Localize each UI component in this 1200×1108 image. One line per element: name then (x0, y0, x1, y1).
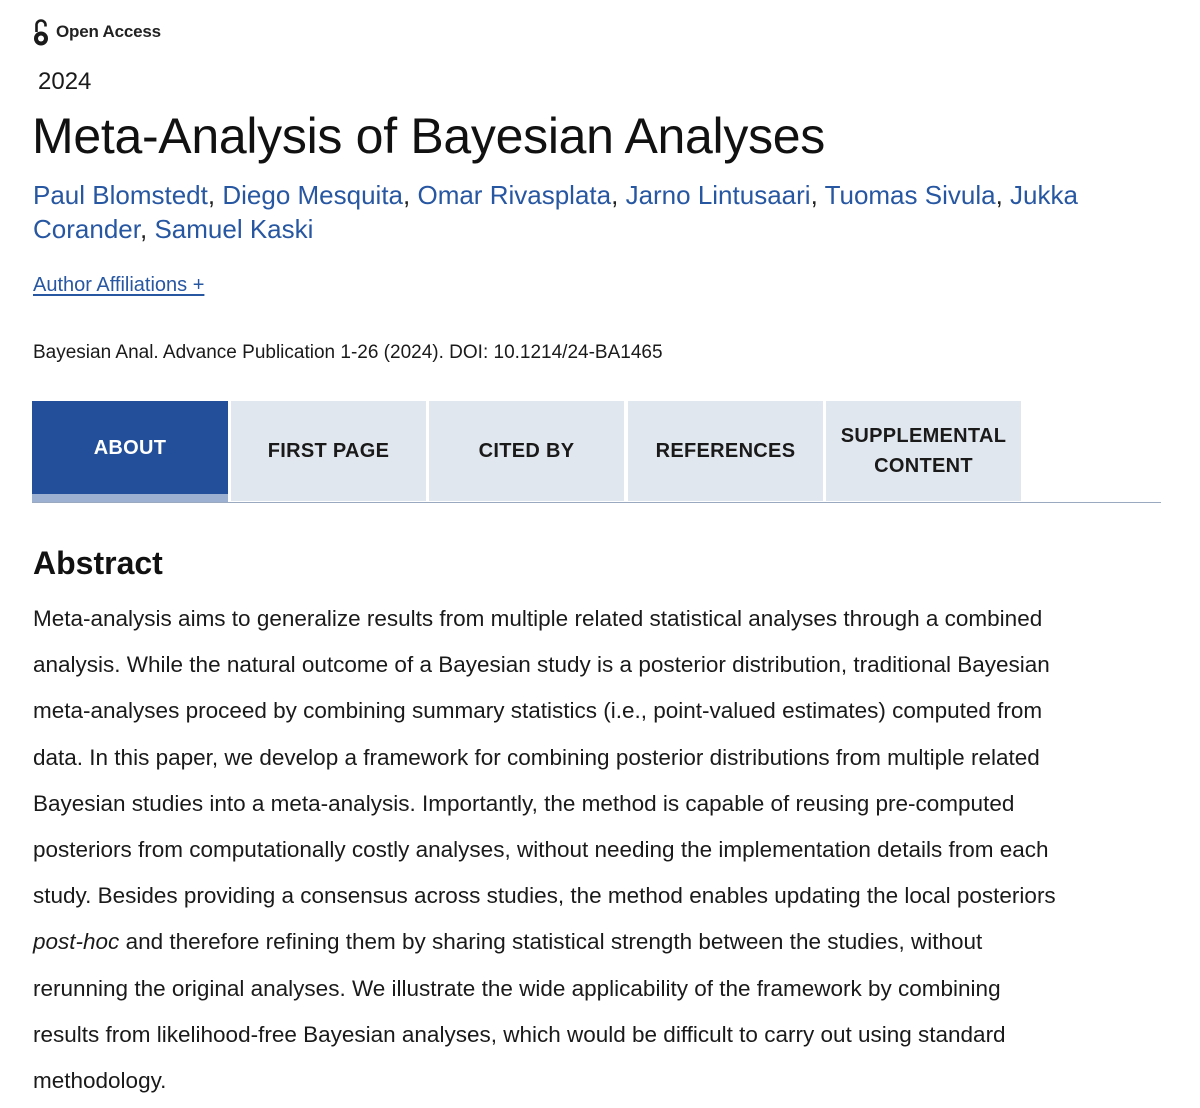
author-separator: , (611, 180, 619, 210)
abstract-line: data. In this paper, we develop a framework for combining posterior distributions from multiple related (33, 744, 1040, 770)
author-separator: , (403, 180, 411, 210)
post-hoc-emphasis: post-hoc (33, 929, 120, 955)
author-link[interactable]: Diego Mesquita (222, 180, 403, 210)
citation-line: Bayesian Anal. Advance Publication 1-26 (2024). DOI: 10.1214/24-BA1465 (33, 342, 663, 363)
tab-references[interactable]: REFERENCES (628, 401, 823, 501)
tab-about[interactable]: ABOUT (32, 401, 228, 494)
author-separator: , (139, 214, 148, 244)
abstract-heading: Abstract (33, 545, 163, 581)
abstract-line: posteriors from computationally costly analyses, without needing the implementation details from each (33, 837, 1049, 863)
author-separator: , (995, 180, 1003, 210)
abstract-text (33, 596, 1168, 1104)
article-title: Meta-Analysis of Bayesian Analyses (32, 108, 825, 164)
author-link[interactable]: Jukka Corander (33, 180, 1078, 244)
author-link[interactable]: Samuel Kaski (154, 214, 314, 244)
abstract-line (33, 919, 1168, 965)
author-separator: , (810, 180, 818, 210)
author-link[interactable]: Tuomas Sivula (824, 180, 996, 210)
abstract-line: results from likelihood-free Bayesian analyses, which would be difficult to carry out using standard (33, 1021, 1006, 1047)
tab-supplemental-content[interactable]: SUPPLEMENTAL CONTENT (826, 401, 1021, 501)
abstract-line: Bayesian studies into a meta-analysis. Importantly, the method is capable of reusing pre-computed (33, 790, 1015, 816)
abstract-line: methodology. (33, 1068, 167, 1094)
author-list (33, 178, 1183, 246)
open-access-label: Open Access (56, 22, 161, 41)
abstract-line: analysis. While the natural outcome of a Bayesian study is a posterior distribution, traditional Bayesian (33, 652, 1050, 678)
author-affiliations-link[interactable]: Author Affiliations + (33, 274, 205, 296)
author-separator: , (207, 180, 216, 210)
abstract-line: Meta-analysis aims to generalize results from multiple related statistical analyses through a combined (33, 606, 1043, 631)
author-link[interactable]: Jarno Lintusaari (625, 180, 811, 210)
abstract-line: study. Besides providing a consensus across studies, the method enables updating the local posteriors (33, 883, 1056, 909)
abstract-line-rest: and therefore refining them by sharing statistical strength between the studies, without (119, 929, 983, 955)
author-link[interactable]: Paul Blomstedt (33, 180, 208, 210)
tab-first-page[interactable]: FIRST PAGE (231, 401, 426, 501)
abstract-line: meta-analyses proceed by combining summary statistics (i.e., point-valued estimates) computed from (33, 698, 1043, 724)
abstract-line: rerunning the original analyses. We illustrate the wide applicability of the framework by combining (33, 975, 1001, 1001)
publication-year: 2024 (38, 68, 92, 95)
open-access-lock-icon (32, 17, 50, 47)
author-link[interactable]: Omar Rivasplata (417, 180, 612, 210)
article-tabs (32, 401, 1161, 503)
open-access-badge (32, 17, 161, 47)
tab-cited-by[interactable]: CITED BY (429, 401, 624, 501)
